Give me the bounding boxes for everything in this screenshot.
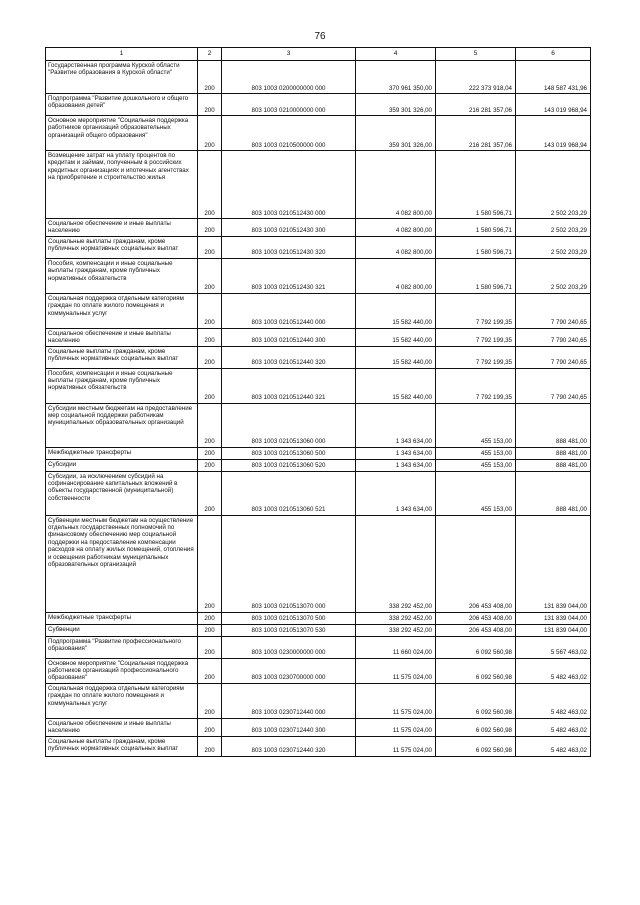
column-header: 4 xyxy=(356,48,436,61)
row-code: 200 xyxy=(198,471,222,515)
row-code: 200 xyxy=(198,447,222,459)
table-row xyxy=(46,612,591,624)
row-code: 200 xyxy=(198,368,222,403)
row-name: Межбюджетные трансферты xyxy=(46,612,198,624)
row-classification: 803 1003 0210512430 320 xyxy=(222,236,356,258)
table-row xyxy=(46,368,591,403)
row-code: 200 xyxy=(198,515,222,612)
row-name: Основное мероприятие "Социальная поддержка работников организаций образовательных организаций общего образования" xyxy=(46,116,198,151)
table-row xyxy=(46,258,591,293)
row-value-4: 338 292 452,00 xyxy=(356,515,436,612)
table-row xyxy=(46,636,591,658)
row-name: Пособия, компенсации и иные социальные выплаты гражданам, кроме публичных нормативных обязательств xyxy=(46,368,198,403)
row-classification: 803 1003 0210513060 000 xyxy=(222,403,356,447)
row-code: 200 xyxy=(198,61,222,94)
column-header: 1 xyxy=(46,48,198,61)
row-value-6: 888 481,00 xyxy=(516,403,591,447)
table-row xyxy=(46,61,591,94)
column-header: 3 xyxy=(222,48,356,61)
row-value-5: 455 153,00 xyxy=(436,447,516,459)
row-value-5: 455 153,00 xyxy=(436,459,516,471)
row-value-6: 7 790 240,65 xyxy=(516,368,591,403)
row-code: 200 xyxy=(198,636,222,658)
row-name: Субвенции xyxy=(46,624,198,636)
row-value-6: 5 482 463,02 xyxy=(516,658,591,683)
row-value-5: 222 373 918,04 xyxy=(436,61,516,94)
row-code: 200 xyxy=(198,736,222,756)
row-code: 200 xyxy=(198,94,222,116)
row-value-5: 455 153,00 xyxy=(436,403,516,447)
row-classification: 803 1003 0230712440 000 xyxy=(222,683,356,718)
row-value-4: 370 961 350,00 xyxy=(356,61,436,94)
row-classification: 803 1003 0210512430 321 xyxy=(222,258,356,293)
row-value-4: 4 082 800,00 xyxy=(356,258,436,293)
row-value-4: 359 301 326,00 xyxy=(356,116,436,151)
row-classification: 803 1003 0230700000 000 xyxy=(222,658,356,683)
row-code: 200 xyxy=(198,612,222,624)
row-classification: 803 1003 0210512430 000 xyxy=(222,151,356,219)
row-value-5: 7 792 199,35 xyxy=(436,328,516,346)
row-name: Возмещение затрат на уплату процентов по кредитам и займам, полученным в российских кредитных организациях и ипотечных агентствах на приобретение и строительство жилья xyxy=(46,151,198,219)
row-value-4: 338 292 452,00 xyxy=(356,624,436,636)
row-value-5: 216 281 357,06 xyxy=(436,116,516,151)
table-row xyxy=(46,116,591,151)
row-value-4: 11 575 024,00 xyxy=(356,658,436,683)
table-header-row xyxy=(46,48,591,61)
row-value-5: 6 092 560,98 xyxy=(436,718,516,736)
row-value-6: 131 839 044,00 xyxy=(516,515,591,612)
row-code: 200 xyxy=(198,258,222,293)
row-value-4: 15 582 440,00 xyxy=(356,328,436,346)
row-name: Социальное обеспечение и иные выплаты населению xyxy=(46,328,198,346)
row-value-6: 2 502 203,29 xyxy=(516,236,591,258)
row-value-5: 206 453 408,00 xyxy=(436,624,516,636)
row-classification: 803 1003 0210000000 000 xyxy=(222,94,356,116)
row-value-4: 1 343 634,00 xyxy=(356,471,436,515)
table-row xyxy=(46,403,591,447)
table-row xyxy=(46,658,591,683)
row-value-4: 359 301 326,00 xyxy=(356,94,436,116)
row-name: Субсидии xyxy=(46,459,198,471)
row-value-4: 1 343 634,00 xyxy=(356,403,436,447)
row-value-6: 888 481,00 xyxy=(516,471,591,515)
table-row xyxy=(46,236,591,258)
row-value-5: 1 580 596,71 xyxy=(436,258,516,293)
row-value-4: 4 082 800,00 xyxy=(356,151,436,219)
row-classification: 803 1003 0230000000 000 xyxy=(222,636,356,658)
table-row xyxy=(46,219,591,237)
row-name: Социальная поддержка отдельным категориям граждан по оплате жилого помещения и коммунальных услуг xyxy=(46,683,198,718)
row-name: Социальные выплаты гражданам, кроме публичных нормативных социальных выплат xyxy=(46,736,198,756)
row-value-6: 2 502 203,29 xyxy=(516,219,591,237)
row-name: Межбюджетные трансферты xyxy=(46,447,198,459)
row-classification: 803 1003 0230712440 300 xyxy=(222,718,356,736)
row-name: Субсидии местным бюджетам на предоставление мер социальной поддержки работникам муниципальных образовательных организаций xyxy=(46,403,198,447)
row-code: 200 xyxy=(198,718,222,736)
row-value-5: 455 153,00 xyxy=(436,471,516,515)
row-name: Субвенции местным бюджетам на осуществление отдельных государственных полномочий по финансовому обеспечению мер социальной поддержки на предоставление компенсации расходов на оплату жилых помещений, отопления и освещения работникам муниципальных образовательных организаций xyxy=(46,515,198,612)
row-classification: 803 1003 0210513060 500 xyxy=(222,447,356,459)
page-number: 76 xyxy=(314,31,326,42)
row-value-4: 15 582 440,00 xyxy=(356,346,436,368)
row-name: Социальное обеспечение и иные выплаты населению xyxy=(46,718,198,736)
row-name: Основное мероприятие "Социальная поддержка работников организаций профессионального образования" xyxy=(46,658,198,683)
row-value-6: 7 790 240,65 xyxy=(516,346,591,368)
row-name: Субсидии, за исключением субсидий на софинансирование капитальных вложений в объекты государственной (муниципальной) собственности xyxy=(46,471,198,515)
row-classification: 803 1003 0210500000 000 xyxy=(222,116,356,151)
row-value-4: 11 575 024,00 xyxy=(356,736,436,756)
row-code: 200 xyxy=(198,459,222,471)
table-row xyxy=(46,624,591,636)
row-name: Подпрограмма "Развитие профессионального образования" xyxy=(46,636,198,658)
row-value-5: 7 792 199,35 xyxy=(436,368,516,403)
row-value-6: 2 502 203,29 xyxy=(516,258,591,293)
row-value-6: 2 502 203,29 xyxy=(516,151,591,219)
row-classification: 803 1003 0210512430 300 xyxy=(222,219,356,237)
table-row xyxy=(46,94,591,116)
row-classification: 803 1003 0210512440 300 xyxy=(222,328,356,346)
row-name: Подпрограмма "Развитие дошкольного и общего образования детей" xyxy=(46,94,198,116)
row-value-5: 7 792 199,35 xyxy=(436,346,516,368)
row-value-4: 1 343 634,00 xyxy=(356,447,436,459)
row-value-6: 5 567 463,02 xyxy=(516,636,591,658)
row-code: 200 xyxy=(198,151,222,219)
row-name: Государственная программа Курской области "Развитие образования в Курской области" xyxy=(46,61,198,94)
row-value-4: 4 082 800,00 xyxy=(356,219,436,237)
row-value-5: 1 580 596,71 xyxy=(436,219,516,237)
row-classification: 803 1003 0210512440 000 xyxy=(222,293,356,328)
table-row xyxy=(46,346,591,368)
row-classification: 803 1003 0210512440 321 xyxy=(222,368,356,403)
row-code: 200 xyxy=(198,236,222,258)
table-row xyxy=(46,515,591,612)
row-name: Социальное обеспечение и иные выплаты населению xyxy=(46,219,198,237)
row-code: 200 xyxy=(198,116,222,151)
row-classification: 803 1003 0210513070 500 xyxy=(222,612,356,624)
row-value-5: 1 580 596,71 xyxy=(436,151,516,219)
row-value-4: 15 582 440,00 xyxy=(356,293,436,328)
row-value-6: 148 587 431,96 xyxy=(516,61,591,94)
row-classification: 803 1003 0210513060 521 xyxy=(222,471,356,515)
row-value-6: 143 019 968,94 xyxy=(516,94,591,116)
row-value-6: 5 482 463,02 xyxy=(516,683,591,718)
row-classification: 803 1003 0210513070 530 xyxy=(222,624,356,636)
row-classification: 803 1003 0210513060 520 xyxy=(222,459,356,471)
row-classification: 803 1003 0200000000 000 xyxy=(222,61,356,94)
row-value-4: 11 575 024,00 xyxy=(356,683,436,718)
column-header: 6 xyxy=(516,48,591,61)
row-value-6: 143 019 968,94 xyxy=(516,116,591,151)
row-code: 200 xyxy=(198,219,222,237)
row-name: Социальная поддержка отдельным категориям граждан по оплате жилого помещения и коммунальных услуг xyxy=(46,293,198,328)
table-row xyxy=(46,151,591,219)
row-classification: 803 1003 0230712440 320 xyxy=(222,736,356,756)
table-row xyxy=(46,471,591,515)
row-value-4: 11 660 024,00 xyxy=(356,636,436,658)
row-code: 200 xyxy=(198,403,222,447)
row-code: 200 xyxy=(198,328,222,346)
row-value-5: 206 453 408,00 xyxy=(436,612,516,624)
row-value-5: 1 580 596,71 xyxy=(436,236,516,258)
row-value-5: 206 453 408,00 xyxy=(436,515,516,612)
table-row xyxy=(46,683,591,718)
row-code: 200 xyxy=(198,293,222,328)
table-row xyxy=(46,328,591,346)
row-name: Пособия, компенсации и иные социальные выплаты гражданам, кроме публичных нормативных обязательств xyxy=(46,258,198,293)
row-code: 200 xyxy=(198,624,222,636)
row-value-6: 131 839 044,00 xyxy=(516,624,591,636)
row-value-4: 1 343 634,00 xyxy=(356,459,436,471)
table-row xyxy=(46,293,591,328)
row-value-6: 5 482 463,02 xyxy=(516,718,591,736)
row-value-6: 5 482 463,02 xyxy=(516,736,591,756)
row-classification: 803 1003 0210513070 000 xyxy=(222,515,356,612)
budget-table xyxy=(45,47,591,757)
row-value-4: 15 582 440,00 xyxy=(356,368,436,403)
row-value-6: 7 790 240,65 xyxy=(516,293,591,328)
column-header: 2 xyxy=(198,48,222,61)
row-classification: 803 1003 0210512440 320 xyxy=(222,346,356,368)
row-value-5: 7 792 199,35 xyxy=(436,293,516,328)
row-value-5: 6 092 560,98 xyxy=(436,636,516,658)
table-row xyxy=(46,459,591,471)
table-row xyxy=(46,718,591,736)
row-value-4: 11 575 024,00 xyxy=(356,718,436,736)
row-value-6: 7 790 240,65 xyxy=(516,328,591,346)
row-value-5: 6 092 560,98 xyxy=(436,683,516,718)
row-value-5: 6 092 560,98 xyxy=(436,658,516,683)
row-code: 200 xyxy=(198,683,222,718)
row-code: 200 xyxy=(198,658,222,683)
table-row xyxy=(46,447,591,459)
row-value-6: 131 839 044,00 xyxy=(516,612,591,624)
row-value-5: 216 281 357,06 xyxy=(436,94,516,116)
row-value-4: 4 082 800,00 xyxy=(356,236,436,258)
row-value-6: 888 481,00 xyxy=(516,459,591,471)
row-code: 200 xyxy=(198,346,222,368)
column-header: 5 xyxy=(436,48,516,61)
row-value-6: 888 481,00 xyxy=(516,447,591,459)
row-value-4: 338 292 452,00 xyxy=(356,612,436,624)
row-name: Социальные выплаты гражданам, кроме публичных нормативных социальных выплат xyxy=(46,236,198,258)
row-value-5: 6 092 560,98 xyxy=(436,736,516,756)
table-row xyxy=(46,736,591,756)
row-name: Социальные выплаты гражданам, кроме публичных нормативных социальных выплат xyxy=(46,346,198,368)
